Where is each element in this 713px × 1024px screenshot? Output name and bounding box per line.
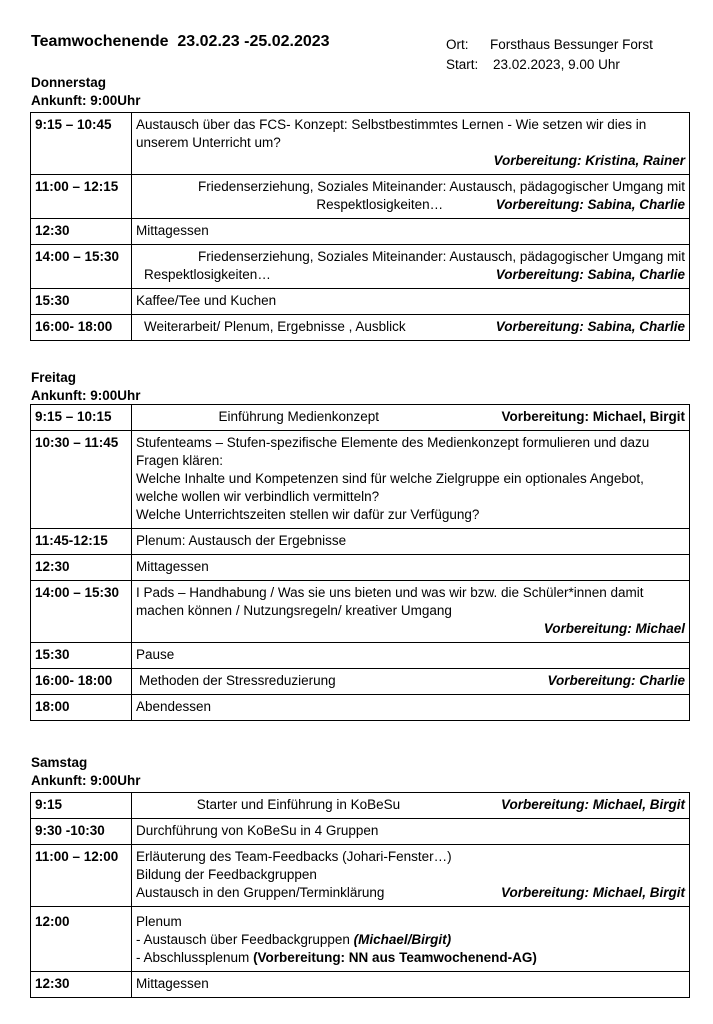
description-cell bbox=[132, 431, 690, 529]
preparation-note: Vorbereitung: Sabina, Charlie bbox=[495, 197, 685, 212]
description-cell: Mittagessen bbox=[132, 219, 690, 245]
description-line: unserem Unterricht um? bbox=[136, 135, 281, 150]
description-text: Einführung Medienkonzept bbox=[218, 409, 380, 424]
table-row bbox=[31, 972, 690, 998]
table-row bbox=[31, 845, 690, 907]
description-line: Erläuterung des Team-Feedbacks (Johari-Fenster…) bbox=[136, 849, 452, 864]
arrival-time: Ankunft: 9:00Uhr bbox=[31, 773, 141, 788]
location-label: Ort: bbox=[446, 37, 469, 52]
description-line: Welche Inhalte und Kompetenzen sind für welche Zielgruppe ein optionales Angebot, bbox=[136, 471, 644, 486]
description-line-with-prep bbox=[136, 318, 685, 336]
responsible-names: (Michael/Birgit) bbox=[353, 932, 452, 947]
time-cell: 16:00- 18:00 bbox=[31, 315, 132, 341]
time-cell: 14:00 – 15:30 bbox=[31, 245, 132, 289]
description-cell bbox=[132, 113, 690, 175]
schedule-table-donnerstag bbox=[30, 112, 690, 341]
description-cell bbox=[132, 793, 690, 819]
description-cell bbox=[132, 581, 690, 643]
description-line: Friedenserziehung, Soziales Miteinander: Austausch, pädagogischer Umgang mit bbox=[197, 179, 685, 194]
description-text: Respektlosigkeiten… bbox=[316, 197, 444, 212]
time-cell: 12:00 bbox=[31, 907, 132, 972]
arrival-time: Ankunft: 9:00Uhr bbox=[31, 93, 141, 108]
time-cell: 9:15 – 10:45 bbox=[31, 113, 132, 175]
description-line: Stufenteams – Stufen-spezifische Elemente des Medienkonzept formulieren und dazu bbox=[136, 435, 650, 450]
arrival-time: Ankunft: 9:00Uhr bbox=[31, 388, 141, 403]
day-name: Samstag bbox=[31, 755, 88, 770]
preparation-note: Vorbereitung: Sabina, Charlie bbox=[495, 319, 685, 334]
table-row bbox=[31, 245, 690, 289]
description-text: Starter und Einführung in KoBeSu bbox=[196, 797, 401, 812]
preparation-note: Vorbereitung: Charlie bbox=[547, 673, 685, 688]
preparation-note: Vorbereitung: Sabina, Charlie bbox=[495, 267, 685, 282]
day-name: Freitag bbox=[31, 370, 77, 385]
location-row bbox=[446, 35, 653, 55]
description-line: Fragen klären: bbox=[136, 453, 224, 468]
description-cell: Pause bbox=[132, 643, 690, 669]
description-line: machen können / Nutzungsregeln/ kreativer Umgang bbox=[136, 603, 452, 618]
table-row bbox=[31, 669, 690, 695]
description-text: Respektlosigkeiten… bbox=[144, 267, 271, 282]
description-line-with-prep bbox=[136, 408, 685, 426]
table-row bbox=[31, 405, 690, 431]
preparation-note: (Vorbereitung: NN aus Teamwochenend-AG) bbox=[253, 950, 537, 965]
time-cell: 12:30 bbox=[31, 555, 132, 581]
description-line: welche wollen wir verbindlich vermitteln? bbox=[136, 489, 380, 504]
description-line: Friedenserziehung, Soziales Miteinander: Austausch, pädagogischer Umgang mit bbox=[197, 249, 685, 264]
table-row bbox=[31, 529, 690, 555]
description-cell: Durchführung von KoBeSu in 4 Gruppen bbox=[132, 819, 690, 845]
time-cell: 12:30 bbox=[31, 972, 132, 998]
table-row bbox=[31, 643, 690, 669]
time-cell: 16:00- 18:00 bbox=[31, 669, 132, 695]
description-text: - Abschlussplenum bbox=[136, 950, 254, 965]
day-heading-donnerstag bbox=[31, 74, 141, 110]
preparation-note: Vorbereitung: Kristina, Rainer bbox=[493, 153, 685, 168]
description-text: Weiterarbeit/ Plenum, Ergebnisse , Ausblick bbox=[144, 319, 406, 334]
time-cell: 9:15 bbox=[31, 793, 132, 819]
location-value: Forsthaus Bessunger Forst bbox=[490, 37, 653, 52]
preparation-note: Vorbereitung: Michael, Birgit bbox=[500, 885, 685, 900]
description-line-with-prep bbox=[136, 796, 685, 814]
preparation-note: Vorbereitung: Michael, Birgit bbox=[501, 409, 685, 424]
start-value: 23.02.2023, 9.00 Uhr bbox=[493, 57, 620, 72]
time-cell: 9:15 – 10:15 bbox=[31, 405, 132, 431]
table-row bbox=[31, 113, 690, 175]
document-title: Teamwochenende 23.02.23 -25.02.2023 bbox=[31, 33, 330, 50]
description-line-with-prep bbox=[136, 266, 685, 284]
table-row bbox=[31, 175, 690, 219]
description-cell: Plenum: Austausch der Ergebnisse bbox=[132, 529, 690, 555]
description-line bbox=[136, 949, 685, 967]
day-heading-freitag bbox=[31, 369, 141, 405]
preparation-note: Vorbereitung: Michael, Birgit bbox=[500, 797, 685, 812]
description-cell: Mittagessen bbox=[132, 555, 690, 581]
table-row bbox=[31, 695, 690, 721]
time-cell: 14:00 – 15:30 bbox=[31, 581, 132, 643]
location-info bbox=[446, 35, 653, 75]
time-cell: 11:45-12:15 bbox=[31, 529, 132, 555]
table-row bbox=[31, 431, 690, 529]
description-cell bbox=[132, 669, 690, 695]
description-line: Welche Unterrichtszeiten stellen wir dafür zur Verfügung? bbox=[136, 507, 480, 522]
start-label: Start: bbox=[446, 57, 479, 72]
start-row bbox=[446, 55, 653, 75]
description-line: Bildung der Feedbackgruppen bbox=[136, 867, 317, 882]
time-cell: 15:30 bbox=[31, 643, 132, 669]
preparation-note: Vorbereitung: Michael bbox=[543, 621, 685, 636]
description-line: Austausch über das FCS- Konzept: Selbstbestimmtes Lernen - Wie setzen wir dies in bbox=[136, 117, 647, 132]
day-name: Donnerstag bbox=[31, 75, 107, 90]
description-line-with-prep bbox=[136, 884, 685, 902]
table-row bbox=[31, 289, 690, 315]
description-line-with-prep bbox=[136, 196, 685, 214]
time-cell: 11:00 – 12:00 bbox=[31, 845, 132, 907]
time-cell: 18:00 bbox=[31, 695, 132, 721]
table-row bbox=[31, 819, 690, 845]
description-cell bbox=[132, 315, 690, 341]
description-cell: Abendessen bbox=[132, 695, 690, 721]
table-row bbox=[31, 315, 690, 341]
description-cell bbox=[132, 405, 690, 431]
description-line-with-prep bbox=[136, 672, 685, 690]
description-cell bbox=[132, 245, 690, 289]
description-cell bbox=[132, 845, 690, 907]
schedule-table-freitag bbox=[30, 404, 690, 721]
time-cell: 11:00 – 12:15 bbox=[31, 175, 132, 219]
table-row bbox=[31, 793, 690, 819]
description-cell: Kaffee/Tee und Kuchen bbox=[132, 289, 690, 315]
description-text: - Austausch über Feedbackgruppen bbox=[136, 932, 354, 947]
time-cell: 15:30 bbox=[31, 289, 132, 315]
time-cell: 9:30 -10:30 bbox=[31, 819, 132, 845]
description-line: Plenum bbox=[136, 914, 182, 929]
description-line: I Pads – Handhabung / Was sie uns bieten und was wir bzw. die Schüler*innen damit bbox=[136, 585, 644, 600]
table-row bbox=[31, 581, 690, 643]
description-text: Methoden der Stressreduzierung bbox=[139, 673, 336, 688]
description-cell bbox=[132, 175, 690, 219]
time-cell: 10:30 – 11:45 bbox=[31, 431, 132, 529]
description-text: Austausch in den Gruppen/Terminklärung bbox=[136, 885, 385, 900]
schedule-table-samstag bbox=[30, 792, 690, 998]
description-cell bbox=[132, 907, 690, 972]
table-row bbox=[31, 555, 690, 581]
table-row bbox=[31, 219, 690, 245]
time-cell: 12:30 bbox=[31, 219, 132, 245]
description-cell: Mittagessen bbox=[132, 972, 690, 998]
description-line bbox=[136, 931, 685, 949]
day-heading-samstag bbox=[31, 754, 141, 790]
table-row bbox=[31, 907, 690, 972]
